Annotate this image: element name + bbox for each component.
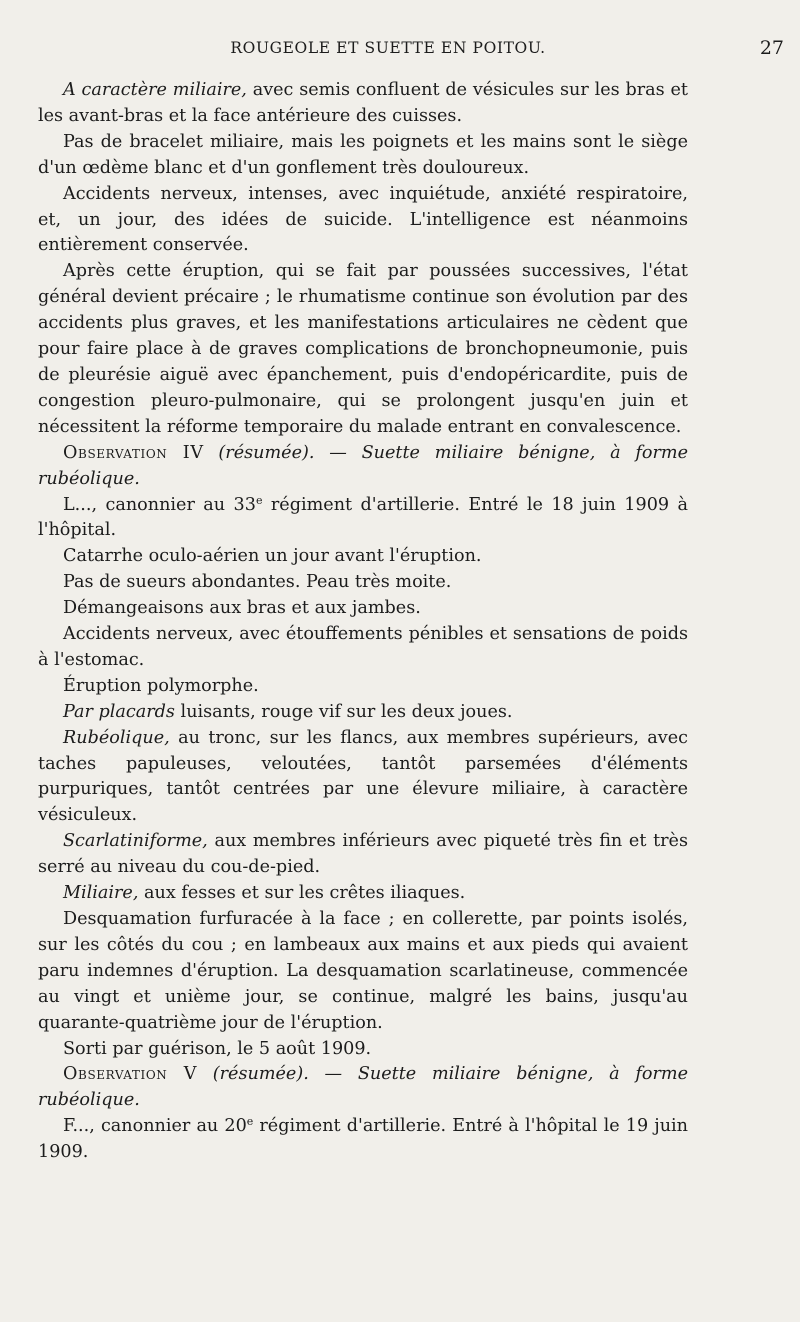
paragraph-nervous: Accidents nerveux, avec étouffements pénibles et sensations de poids à l'estomac.	[38, 624, 688, 670]
paragraph-text: L..., canonnier au 33	[63, 494, 256, 515]
paragraph-catarrh: Catarrhe oculo-aérien un jour avant l'éruption.	[63, 546, 482, 567]
running-head	[38, 36, 784, 78]
paragraph-sweat: Pas de sueurs abondantes. Peau très moite.	[63, 572, 452, 593]
paragraph-text: aux fesses et sur les crêtes iliaques.	[138, 883, 466, 904]
observation-heading-iv	[38, 441, 688, 493]
observation-title: — Suette miliaire bénigne, à forme rubéolique.	[38, 1064, 689, 1111]
paragraph-lead-italic: Par placards	[63, 701, 175, 722]
observation-resumee: (résumée).	[212, 1064, 309, 1085]
paragraph-eruption: Éruption polymorphe.	[63, 675, 259, 696]
observation-resumee: (résumée).	[218, 442, 315, 463]
paragraph-bracelet: Pas de bracelet miliaire, mais les poignets et les mains sont le siège d'un œdème blanc et d'un gonflement très douloureux.	[38, 131, 688, 178]
paragraph-lead-italic: Miliaire,	[63, 883, 139, 904]
paragraph-text: régiment d'artillerie. Entré le 18 juin 1909 à l'hôpital.	[38, 494, 688, 541]
paragraph-miliaire-character	[38, 78, 688, 130]
observation-title: — Suette miliaire bénigne, à forme rubéolique.	[38, 442, 688, 489]
paragraph-text: régiment d'artillerie. Entré à l'hôpital le 19 juin 1909.	[38, 1116, 688, 1163]
page-body	[38, 78, 688, 1166]
paragraph-scarlatiniforme	[38, 829, 688, 881]
paragraph-desquamation: Desquamation furfuracée à la face ; en collerette, par points isolés, sur les côtés du cou ; en lambeaux aux mains et aux pieds qui avaient paru indemnes d'éruption. La desquamation scarlatineuse, commencée au vingt et unième jour, se continue, malgré les bains, jusqu'au quarante-quatrième jour de l'éruption.	[38, 909, 688, 1033]
paragraph-itching: Démangeaisons aux bras et aux jambes.	[63, 598, 421, 619]
paragraph-miliaire	[38, 881, 688, 907]
paragraph-lead-italic: Rubéolique,	[63, 727, 170, 748]
paragraph-text: F..., canonnier au 20	[63, 1116, 247, 1137]
ordinal-superscript: e	[246, 1115, 254, 1129]
paragraph-nervous-accidents: Accidents nerveux, intenses, avec inquiétude, anxiété respiratoire, et, un jour, des idées de suicide. L'intelligence est néanmoins entièrement conservée.	[38, 183, 688, 256]
paragraph-evolution: Après cette éruption, qui se fait par poussées successives, l'état général devient précaire ; le rhumatisme continue son évolution par des accidents plus graves, et les manifestations articulaires ne cèdent que pour faire place à de graves complications de bronchopneumonie, puis de pleurésie aiguë avec épanchement, puis d'endopéricardite, puis de congestion pleuro-pulmonaire, qui se prolongent jusqu'en juin et nécessitent la réforme temporaire du malade entrant en convalescence.	[38, 261, 688, 437]
observation-label: Observation V	[63, 1064, 198, 1085]
paragraph-placards	[38, 700, 688, 726]
paragraph-text: luisants, rouge vif sur les deux joues.	[174, 701, 513, 722]
observation-heading-v	[38, 1062, 688, 1114]
paragraph-patient-f	[38, 1114, 688, 1166]
running-title: ROUGEOLE ET SUETTE EN POITOU.	[230, 39, 546, 57]
paragraph-text: avec semis confluent de vésicules sur les bras et les avant-bras et la face antérieure des cuisses.	[38, 80, 688, 126]
ordinal-superscript: e	[255, 493, 263, 507]
paragraph-lead-italic: A caractère miliaire,	[63, 80, 247, 100]
paragraph-text: aux membres inférieurs avec piqueté très fin et très serré au niveau du cou-de-pied.	[38, 831, 688, 878]
paragraph-patient-l	[38, 493, 688, 545]
observation-label: Observation IV	[63, 442, 204, 463]
paragraph-rubeolique	[38, 726, 688, 830]
paragraph-text: au tronc, sur les flancs, aux membres supérieurs, avec taches papuleuses, veloutées, tantôt parsemées d'éléments purpuriques, tantôt centrées par une élevure miliaire, à caractère vésiculeux.	[38, 727, 688, 826]
paragraph-lead-italic: Scarlatiniforme,	[63, 831, 208, 852]
page-number: 27	[759, 37, 784, 59]
paragraph-discharge: Sorti par guérison, le 5 août 1909.	[63, 1038, 372, 1059]
